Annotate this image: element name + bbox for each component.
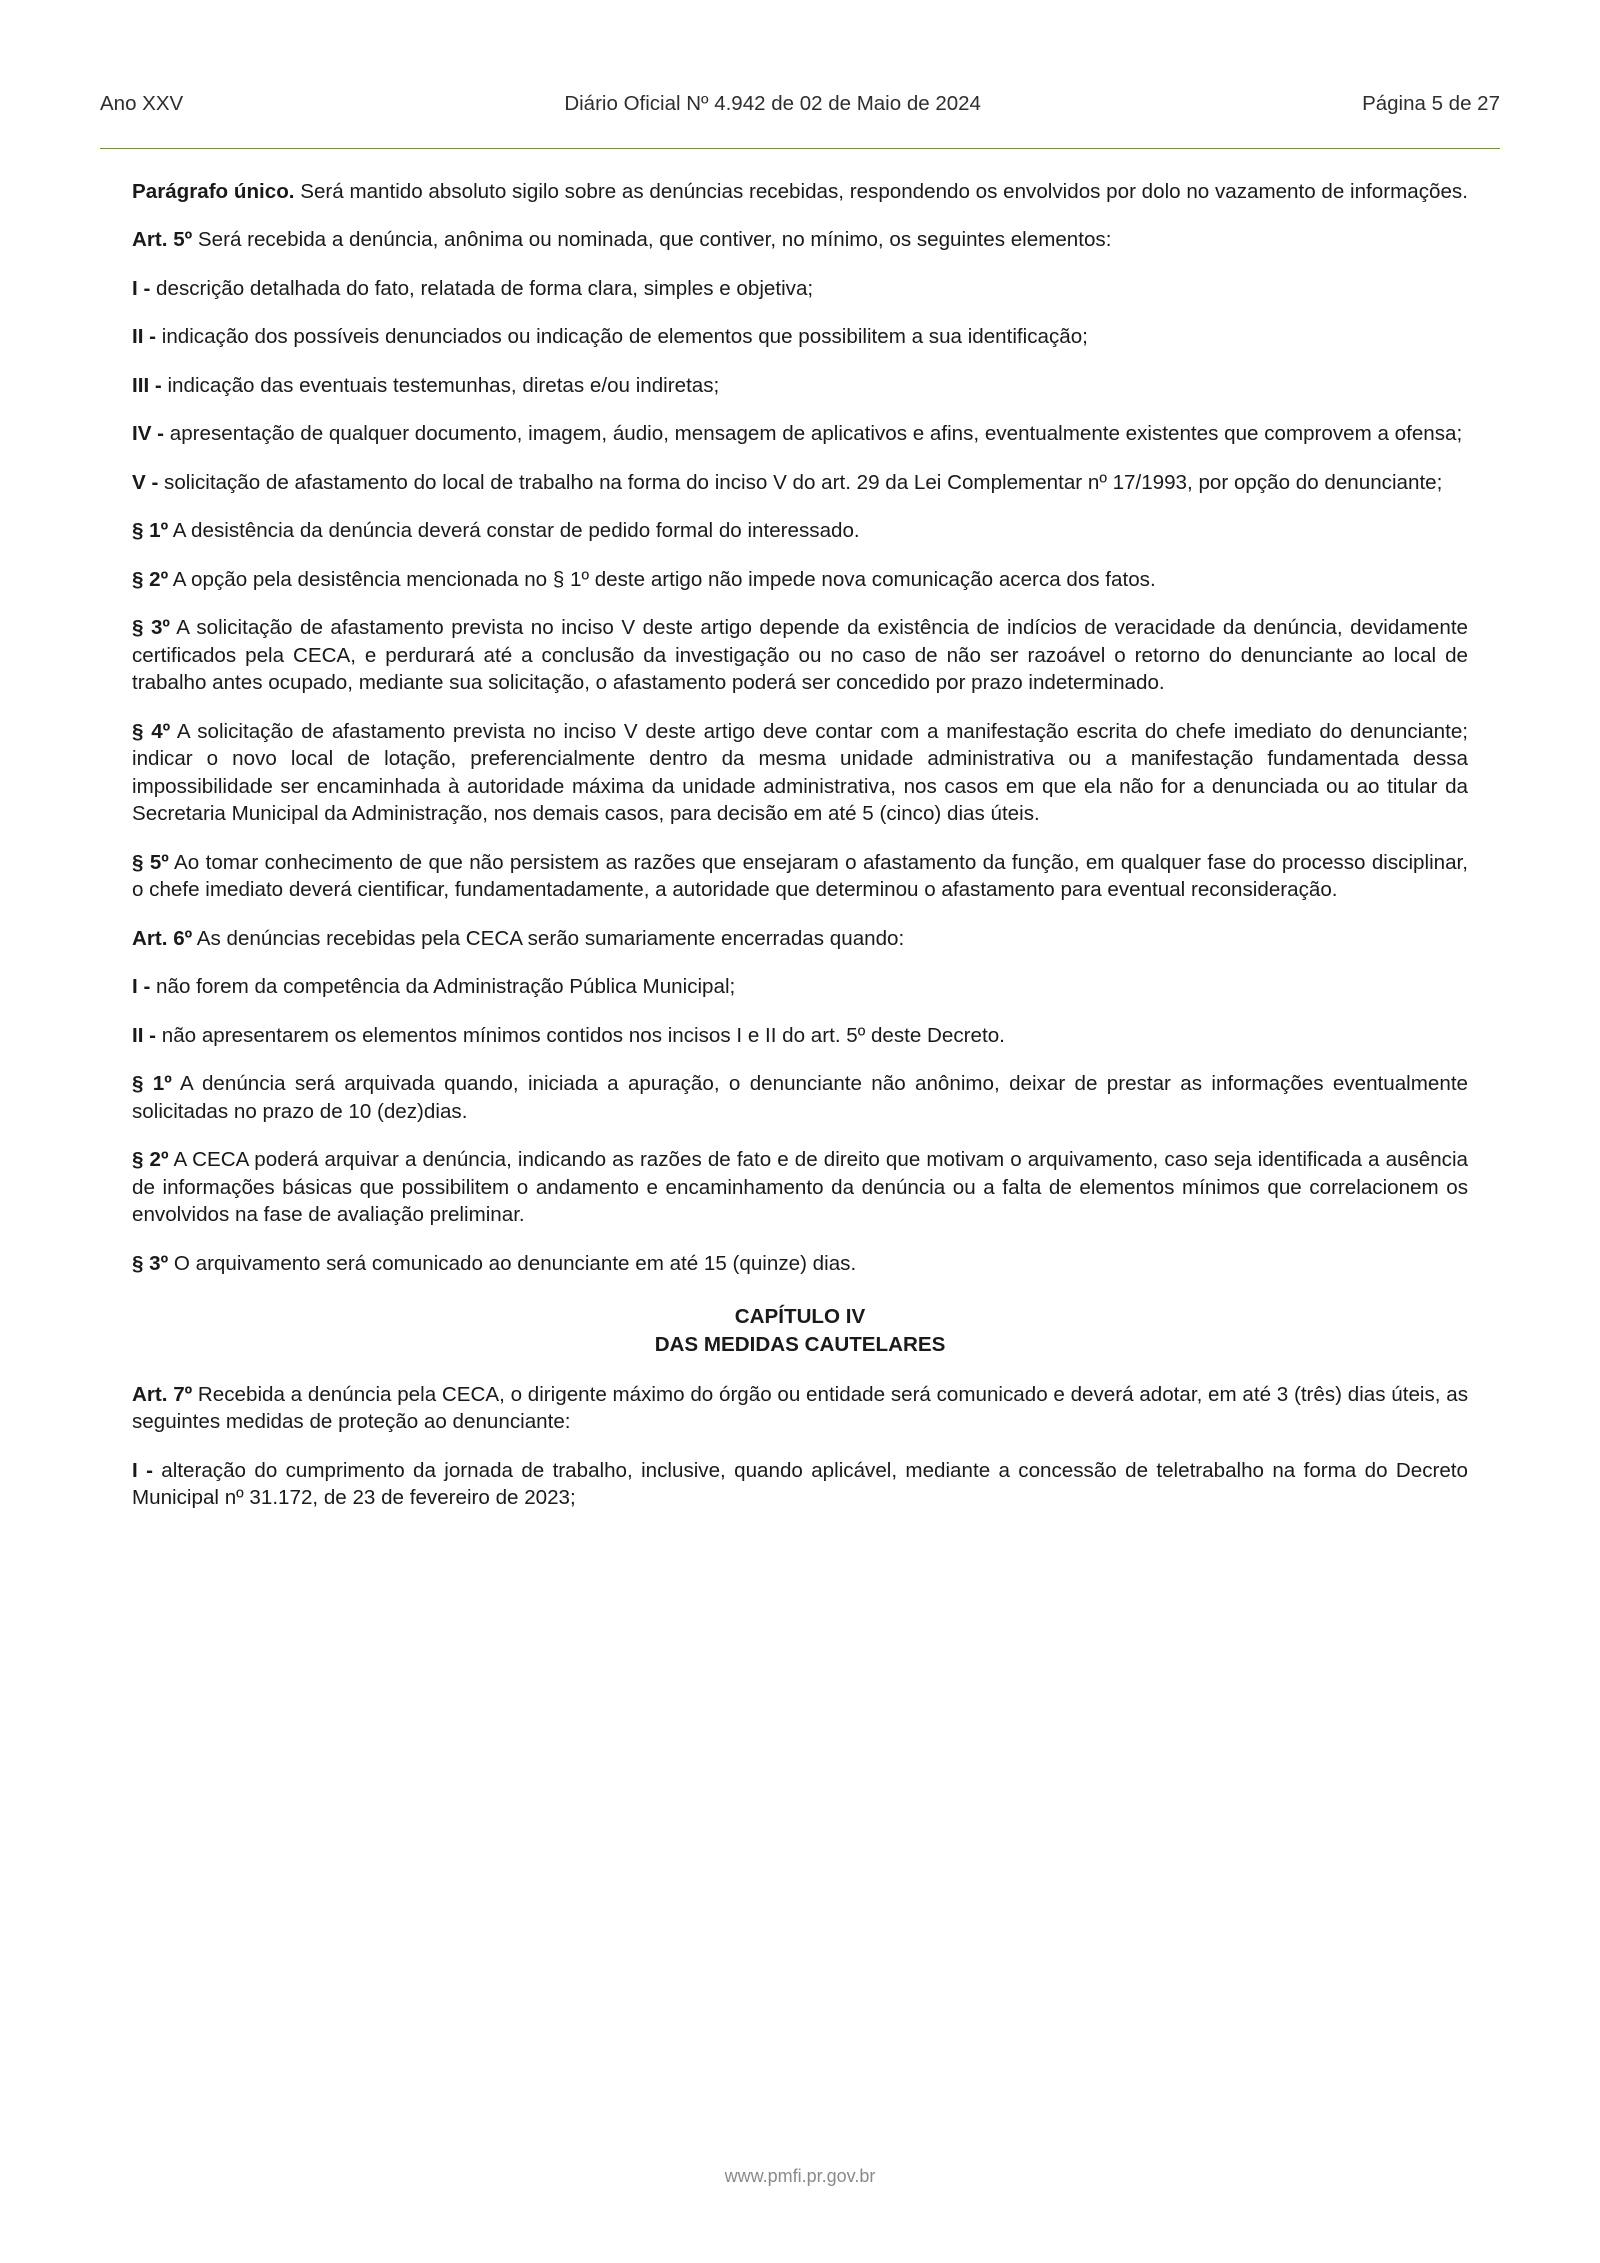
paragraph-lead: § 1º [132,1072,172,1096]
header-title: Diário Oficial Nº 4.942 de 02 de Maio de 2024 [564,92,981,115]
page-header [100,92,1500,149]
paragraph-lead: Art. 6º [132,926,193,950]
paragraph-lead: II - [132,325,157,349]
page-footer [0,2166,1600,2187]
paragraph [132,517,1468,544]
chapter-number: CAPÍTULO IV [734,1305,866,1329]
paragraph [132,566,1468,593]
paragraph-lead: II - [132,1023,157,1047]
paragraph [132,1022,1468,1049]
paragraph-lead: § 3º [132,1251,169,1275]
header-year: Ano XXV [100,92,184,115]
paragraph-lead: § 1º [132,519,169,543]
paragraph-text: Será recebida a denúncia, anônima ou nominada, que contiver, no mínimo, os seguintes elementos: [192,228,1112,252]
paragraph [132,178,1468,205]
paragraph-text: indicação das eventuais testemunhas, diretas e/ou indiretas; [161,373,720,397]
paragraph-lead: § 2º [132,567,169,591]
paragraph-text: indicação dos possíveis denunciados ou indicação de elementos que possibilitem a sua identificação; [156,325,1088,349]
footer-url: www.pmfi.pr.gov.br [724,2166,876,2186]
paragraph-text: não forem da competência da Administração Pública Municipal; [150,975,736,999]
paragraph-lead: I - [132,1458,153,1482]
paragraph-text: Será mantido absoluto sigilo sobre as denúncias recebidas, respondendo os envolvidos por dolo no vazamento de informações. [294,180,1468,203]
paragraph-text: descrição detalhada do fato, relatada de forma clara, simples e objetiva; [150,276,814,300]
paragraph-text: Recebida a denúncia pela CECA, o dirigente máximo do órgão ou entidade será comunicado e deverá adotar, em até 3 (três) dias úteis, as seguintes medidas de proteção ao denunciante: [132,1382,1468,1434]
paragraph [132,275,1468,302]
paragraph-text: Ao tomar conhecimento de que não persistem as razões que ensejaram o afastamento da função, em qualquer fase do processo disciplinar, o chefe imediato deverá cientificar, fundamentadamente, a autoridade que determinou o afastamento para eventual reconsideração. [132,850,1468,902]
paragraph-lead: § 3º [132,616,170,640]
paragraph-lead: IV - [132,422,165,446]
paragraph [132,372,1468,399]
paragraph [132,1457,1468,1512]
paragraph [132,323,1468,350]
paragraph-text: A denúncia será arquivada quando, iniciada a apuração, o denunciante não anônimo, deixar de prestar as informações eventualmente solicitadas no prazo de 10 (dez)dias. [132,1072,1468,1123]
paragraph-text: A desistência da denúncia deverá constar de pedido formal do interessado. [168,519,860,543]
paragraph-text: A solicitação de afastamento prevista no inciso V deste artigo depende da existência de indícios de veracidade da denúncia, devidamente certificados pela CECA, e perdurará até a conclusão da investigação ou no caso de não ser razoável o retorno do denunciante ao local de trabalho antes ocupado, mediante sua solicitação, o afastamento poderá ser concedido por prazo indeterminado. [132,616,1468,695]
chapter-heading [132,1303,1468,1359]
paragraph [132,718,1468,828]
header-page-number: Página 5 de 27 [1362,92,1500,115]
spacer [132,1367,1468,1381]
paragraph [132,1250,1468,1277]
paragraph-lead: V - [132,470,159,494]
paragraph-text: O arquivamento será comunicado ao denunciante em até 15 (quinze) dias. [168,1251,857,1275]
paragraph [132,226,1468,253]
paragraph-lead: I - [132,276,151,300]
paragraph-text: solicitação de afastamento do local de trabalho na forma do inciso V do art. 29 da Lei Complementar nº 17/1993, por opção do denunciante; [158,470,1443,494]
paragraph-lead: Parágrafo único. [132,180,295,203]
paragraph [132,1070,1468,1125]
document-body [132,178,1468,1512]
paragraph [132,1146,1468,1228]
paragraph-text: não apresentarem os elementos mínimos contidos nos incisos I e II do art. 5º deste Decreto. [156,1023,1005,1047]
paragraph-lead: I - [132,975,151,999]
paragraph-text: As denúncias recebidas pela CECA serão sumariamente encerradas quando: [192,926,905,950]
paragraph-lead: § 4º [132,719,171,743]
paragraph [132,973,1468,1000]
chapter-title: DAS MEDIDAS CAUTELARES [654,1332,946,1356]
paragraph-text: A CECA poderá arquivar a denúncia, indicando as razões de fato e de direito que motivam o arquivamento, caso seja identificada a ausência de informações básicas que possibilitem o andamento e encaminhamento da denúncia ou a falta de elementos mínimos que correlacionem os envolvidos na fase de avaliação preliminar. [132,1148,1469,1227]
paragraph-text: A opção pela desistência mencionada no § 1º deste artigo não impede nova comunicação acerca dos fatos. [168,567,1156,591]
paragraph-text: A solicitação de afastamento prevista no inciso V deste artigo deve contar com a manifestação escrita do chefe imediato do denunciante; indicar o novo local de lotação, preferencialmente dentro da mesma unidade administrativa ou a manifestação fundamentada dessa impossibilidade ser encaminhada à autoridade máxima da unidade administrativa, nos casos em que ela não for a denunciada ou ao titular da Secretaria Municipal da Administração, nos demais casos, para decisão em até 5 (cinco) dias úteis. [132,719,1468,826]
paragraph [132,925,1468,952]
paragraph-lead: III - [132,373,162,397]
paragraph-lead: § 2º [132,1148,169,1172]
paragraph [132,614,1468,696]
paragraph [132,1381,1468,1436]
paragraph-text: apresentação de qualquer documento, imagem, áudio, mensagem de aplicativos e afins, eventualmente existentes que comprovem a ofensa; [164,422,1463,446]
paragraph-lead: § 5º [132,850,169,874]
paragraph-lead: Art. 7º [132,1382,193,1406]
paragraph [132,469,1468,496]
paragraph [132,849,1468,904]
paragraph-lead: Art. 5º [132,228,193,252]
paragraph [132,420,1468,447]
paragraph-text: alteração do cumprimento da jornada de trabalho, inclusive, quando aplicável, mediante a concessão de teletrabalho na forma do Decreto Municipal nº 31.172, de 23 de fevereiro de 2023; [132,1458,1468,1510]
